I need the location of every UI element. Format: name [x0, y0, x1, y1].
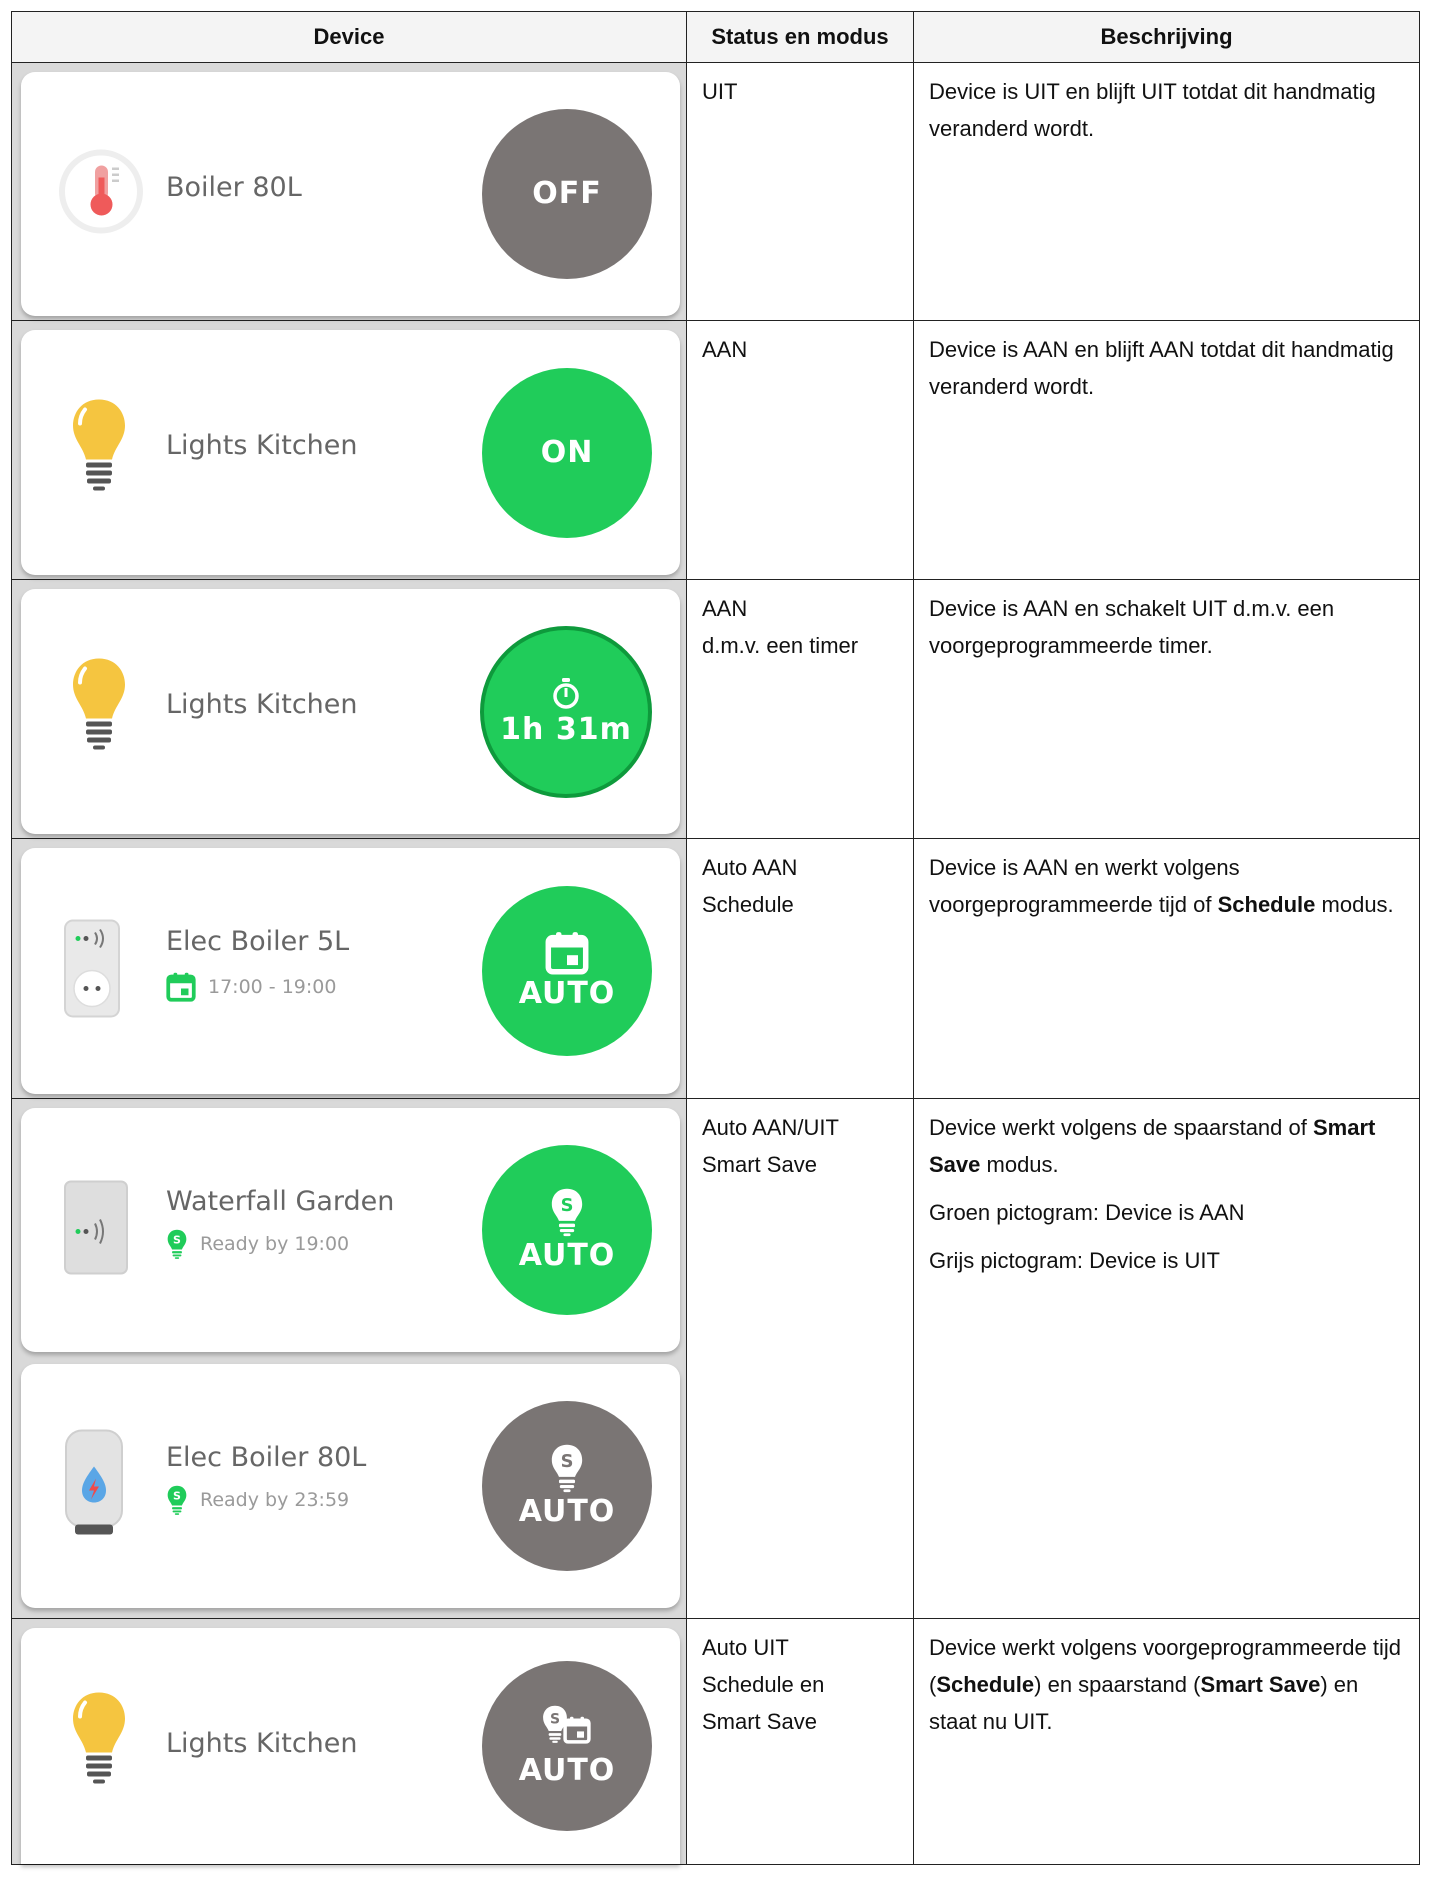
device-name: Lights Kitchen	[166, 1728, 358, 1759]
calendar-icon	[166, 972, 196, 1002]
status-line: Smart Save	[702, 1152, 817, 1177]
description-part: Device werkt volgens de spaarstand of	[929, 1115, 1313, 1140]
status-line: Schedule en	[702, 1672, 825, 1697]
description-part: modus.	[980, 1152, 1059, 1177]
table-row	[12, 580, 1420, 839]
column-header-device: Device	[12, 12, 687, 63]
device-name: Lights Kitchen	[166, 430, 358, 461]
power-toggle-button[interactable]	[482, 109, 652, 279]
description-bold: Smart Save	[929, 1115, 1376, 1177]
lightbulb-icon	[69, 654, 129, 769]
auto-mode-button[interactable]	[482, 1145, 652, 1315]
table-row	[12, 321, 1420, 580]
wifi-sensor-icon	[63, 1180, 129, 1281]
description-cell	[914, 1619, 1420, 1865]
description-text	[929, 1109, 1404, 1183]
lightbulb-icon	[69, 395, 129, 510]
table-header-row	[12, 12, 1420, 63]
smart-save-bulb-icon	[549, 1187, 585, 1237]
smart-save-bulb-icon	[166, 1484, 188, 1516]
ready-by-text: Ready by 23:59	[200, 1489, 350, 1511]
button-label: AUTO	[518, 1753, 616, 1788]
description-cell	[914, 321, 1420, 580]
lightbulb-icon	[69, 1689, 129, 1804]
device-cell	[12, 321, 687, 580]
description-cell	[914, 839, 1420, 1099]
status-line: Smart Save	[702, 1709, 817, 1734]
description-part: ) en spaarstand (	[1034, 1672, 1201, 1697]
status-line: AAN	[702, 337, 748, 362]
button-label: 1h 31m	[500, 711, 632, 747]
device-cell	[12, 1619, 687, 1865]
power-toggle-button[interactable]	[482, 368, 652, 538]
status-cell	[687, 321, 914, 580]
status-cell	[687, 1099, 914, 1619]
status-cell	[687, 1619, 914, 1865]
device-name: Elec Boiler 5L	[166, 926, 350, 957]
column-header-description: Beschrijving	[914, 12, 1420, 63]
button-label: AUTO	[518, 1494, 616, 1529]
device-card[interactable]	[21, 72, 680, 316]
smart-save-info	[166, 1228, 349, 1260]
column-header-status: Status en modus	[687, 12, 914, 63]
description-part: Device werkt volgens voorgeprogrammeerde tijd (	[929, 1635, 1401, 1697]
status-line: UIT	[702, 79, 738, 104]
smart-save-info	[166, 1484, 349, 1516]
description-text: Grijs pictogram: Device is UIT	[929, 1248, 1220, 1273]
description-part: Device is AAN en werkt volgens voorgeprogrammeerde tijd of	[929, 855, 1240, 917]
schedule-info	[166, 972, 336, 1002]
table-row	[12, 63, 1420, 321]
button-label: OFF	[532, 176, 602, 211]
status-line: Schedule	[702, 892, 794, 917]
description-text: Device is AAN en schakelt UIT d.m.v. een voorgeprogrammeerde timer.	[929, 596, 1335, 658]
device-card[interactable]	[21, 848, 680, 1094]
description-cell	[914, 1099, 1420, 1619]
device-card[interactable]	[21, 1628, 680, 1864]
description-part: modus.	[1315, 892, 1394, 917]
smart-save-bulb-icon	[549, 1443, 585, 1493]
device-status-table	[11, 11, 1420, 1865]
status-line: AAN	[702, 596, 748, 621]
button-label: AUTO	[518, 1238, 616, 1273]
status-cell	[687, 839, 914, 1099]
status-line: Auto UIT	[702, 1635, 789, 1660]
status-line: Auto AAN	[702, 855, 798, 880]
stopwatch-icon	[551, 677, 581, 711]
device-name: Lights Kitchen	[166, 689, 358, 720]
device-card[interactable]	[21, 330, 680, 575]
description-text: Device is AAN en blijft AAN totdat dit handmatig veranderd wordt.	[929, 337, 1394, 399]
table-row	[12, 1619, 1420, 1865]
table-row	[12, 1099, 1420, 1619]
description-text	[929, 1629, 1404, 1740]
status-cell	[687, 63, 914, 321]
status-line: Auto AAN/UIT	[702, 1115, 839, 1140]
description-bold: Schedule	[936, 1672, 1035, 1697]
description-part: ) en staat nu UIT.	[929, 1672, 1359, 1734]
device-card[interactable]	[21, 1364, 680, 1608]
timer-button[interactable]	[480, 626, 652, 798]
description-cell	[914, 580, 1420, 839]
device-name: Waterfall Garden	[166, 1186, 395, 1217]
device-card[interactable]	[21, 589, 680, 834]
calendar-icon	[545, 931, 589, 975]
smart-save-bulb-icon	[166, 1228, 188, 1260]
description-bold: Schedule	[1217, 892, 1316, 917]
device-cell	[12, 1099, 687, 1619]
auto-mode-button[interactable]	[482, 1401, 652, 1571]
button-label: AUTO	[518, 976, 616, 1011]
boiler-icon	[63, 1429, 125, 1544]
schedule-time: 17:00 - 19:00	[208, 976, 337, 998]
device-cell	[12, 839, 687, 1099]
auto-mode-button[interactable]	[482, 1661, 652, 1831]
description-bold: Smart Save	[1200, 1672, 1321, 1697]
device-cell	[12, 580, 687, 839]
description-text: Groen pictogram: Device is AAN	[929, 1200, 1245, 1225]
ready-by-text: Ready by 19:00	[200, 1233, 350, 1255]
description-text: Device is UIT en blijft UIT totdat dit handmatig veranderd wordt.	[929, 79, 1376, 141]
button-label: ON	[540, 434, 594, 470]
smart-save-schedule-icon	[541, 1704, 593, 1752]
table-row	[12, 839, 1420, 1099]
status-line: d.m.v. een timer	[702, 633, 859, 658]
smart-plug-icon	[63, 919, 121, 1024]
thermometer-icon	[59, 150, 143, 239]
description-text	[929, 849, 1404, 923]
device-name: Elec Boiler 80L	[166, 1442, 367, 1473]
description-cell	[914, 63, 1420, 321]
device-card[interactable]	[21, 1108, 680, 1352]
auto-mode-button[interactable]	[482, 886, 652, 1056]
device-name: Boiler 80L	[166, 172, 302, 203]
status-cell	[687, 580, 914, 839]
device-cell	[12, 63, 687, 321]
